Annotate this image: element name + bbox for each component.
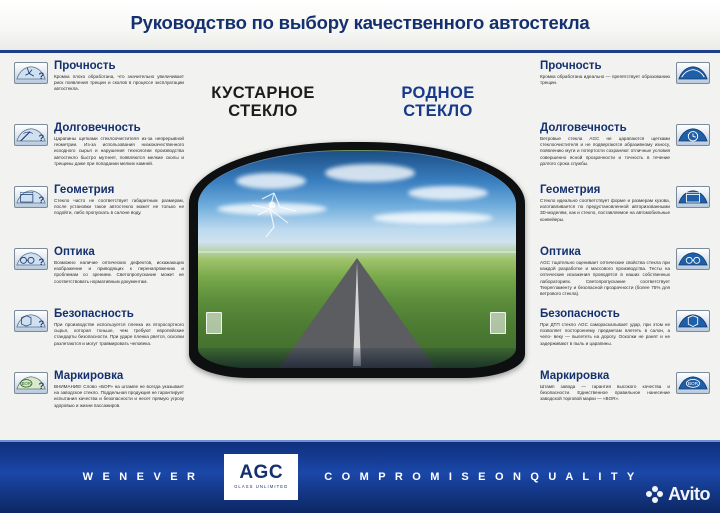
agc-logo — [224, 454, 298, 500]
ruler-glass-icon — [676, 186, 710, 208]
block-title: Долговечность — [540, 122, 627, 134]
block-text: Стекло часто не соответствует габаритным размерам, после установки такое автостекло может не только не подойти, либо пропускать в салоне воду. — [54, 198, 184, 216]
wiper-glass-icon — [14, 124, 48, 146]
block-text: Стекло идеально соответствует форме и размерам кузова, изготавливается по предустановленной авторизованными 3D-моделям, как и стекло, поставляемое на автомобильные конвейеры. — [540, 198, 670, 222]
block-title: Геометрия — [54, 184, 115, 196]
left-column — [14, 60, 184, 432]
svg-text:BOR: BOR — [687, 381, 699, 387]
marking-glass-icon-art — [15, 373, 47, 394]
crack-glass-icon-art — [15, 63, 47, 84]
shield-glass-icon-art — [677, 311, 709, 332]
optics-ok-icon-art — [677, 249, 709, 270]
cloud-shape — [373, 212, 493, 224]
svg-text:BOR: BOR — [21, 381, 31, 387]
dashboard-shadow — [198, 348, 516, 368]
block-text: ВНИМАНИЕ! Слово «БОР» на штампе не всегда указывает на заводское стекло. Поддельная продукция не гарантирует испытания качества и безопасности и несет прямую угрозу здоровью и жизни пассажиров. — [54, 384, 184, 408]
safety-glass-icon-art — [15, 311, 47, 332]
glass-sticker-left — [206, 312, 222, 334]
footer-text-right: C O M P R O M I S E O N Q U A L I T Y — [324, 470, 638, 483]
crack-overlay-icon — [244, 185, 308, 245]
right-block-durability — [540, 122, 710, 174]
optics-glasses-icon — [14, 248, 48, 270]
edge-glass-icon-art — [677, 63, 709, 84]
glass-sticker-right — [490, 312, 506, 334]
agc-logo-text: AGC — [239, 462, 284, 484]
right-block-strength — [540, 60, 710, 112]
left-block-strength — [14, 60, 184, 112]
bor-marking-icon — [676, 372, 710, 394]
block-text: Кромка плохо обработана, что значительно увеличивает риск появления трещин и сколов в процессе эксплуатации автостекла. — [54, 74, 184, 92]
footer-text-left: W E N E V E R — [82, 470, 199, 483]
header-divider — [0, 50, 720, 53]
block-title: Долговечность — [54, 122, 141, 134]
ruler-glass-icon-art — [677, 187, 709, 208]
block-text: Штамп завода — гарантия высокого качества и безопасности. Единственное правильное нанесение заводской торговой марки — «BOR». — [540, 384, 670, 402]
agc-logo-subtext: GLASS UNLIMITED — [234, 484, 289, 490]
label-original-glass: РОДНОЕ СТЕКЛО — [401, 84, 475, 120]
left-block-durability — [14, 122, 184, 174]
horizon-line — [198, 251, 516, 253]
cloud-shape — [325, 164, 415, 182]
safety-glass-icon — [14, 310, 48, 332]
block-title: Оптика — [540, 246, 581, 258]
clock-glass-icon — [676, 124, 710, 146]
svg-text:?: ? — [38, 255, 45, 267]
block-text: Возможно наличие оптических дефектов, искажающих изображение и приводящих к перенапряжению и проблемам со зрением. Светопропускание может не соответствовать нормативным документам. — [54, 260, 184, 284]
block-text: Царапины щетками стеклоочистителя из-за непрерывной геометрии. Из-за использования низкокачественного исходного сырья и нарушения технологии производства автостекло быстро мутнеет, появляются мелкие сколы и трещины даже при попадании мелких камней. — [54, 136, 184, 166]
shield-glass-icon — [676, 310, 710, 332]
optics-glasses-icon-art — [15, 249, 47, 270]
label-artisanal-glass: КУСТАРНОЕ СТЕКЛО — [211, 84, 315, 120]
block-title: Прочность — [54, 60, 116, 72]
block-title: Прочность — [540, 60, 602, 72]
block-title: Оптика — [54, 246, 95, 258]
center-illustration — [183, 58, 531, 406]
block-text: При ДТП стекло AGC самораскалывает удар, при этом не позволяет постороннему предметам влететь в салон, а чело- веку — вылететь на дорогу. Осколки не ранят и не задерживают в пыль и царапины. — [540, 322, 670, 346]
svg-text:?: ? — [38, 317, 45, 329]
right-block-marking — [540, 370, 710, 422]
svg-text:?: ? — [38, 379, 45, 391]
right-block-optics — [540, 246, 710, 298]
avito-watermark — [646, 484, 710, 505]
poster-footer — [0, 440, 720, 513]
marking-glass-icon — [14, 372, 48, 394]
cloud-shape — [408, 186, 488, 200]
left-block-marking — [14, 370, 184, 422]
page-title: Руководство по выбору качественного автостекла — [130, 12, 590, 33]
geometry-glass-icon-art — [15, 187, 47, 208]
edge-glass-icon — [676, 62, 710, 84]
block-title: Геометрия — [540, 184, 601, 196]
block-title: Маркировка — [540, 370, 610, 382]
svg-text:?: ? — [38, 131, 45, 143]
block-text: При производстве используется пленка из второсортного сырья, которая тоньше, чем требуют европейские стандарты безопасности. При ударе пленка рвется, осколки разлетаются и могут травмировать человека. — [54, 322, 184, 346]
left-block-geometry — [14, 184, 184, 236]
block-text: Кромка обработана идеально — препятствует образованию трещин. — [540, 74, 670, 86]
svg-text:?: ? — [38, 69, 45, 81]
right-column — [540, 60, 710, 432]
block-title: Безопасность — [54, 308, 134, 320]
block-text: Ветровые стекла AGC не царапаются щетками стеклоочистителя и не подвергаются абразивному износу, появлению мути и потертости сохраняют отличные условия совершенно ясной прозрачности и точность в течение долгого срока службы. — [540, 136, 670, 166]
left-block-safety — [14, 308, 184, 360]
poster-header — [0, 0, 720, 52]
block-text: AGC тщательно оценивает оптические свойства стекла при каждой разработке и массового производства. Тесты на оптические искажения проводятся в наших собственных лабораториях. Светопропускание соответствует Техрегламенту и безопасной прозрачности (более 75% для ветрового стекла). — [540, 260, 670, 297]
windshield-photo — [189, 142, 525, 378]
left-block-optics — [14, 246, 184, 298]
block-title: Маркировка — [54, 370, 124, 382]
crack-glass-icon — [14, 62, 48, 84]
geometry-glass-icon — [14, 186, 48, 208]
clock-glass-icon-art — [677, 125, 709, 146]
right-block-safety — [540, 308, 710, 360]
block-title: Безопасность — [540, 308, 620, 320]
avito-watermark-text: Avito — [668, 484, 710, 504]
right-block-geometry — [540, 184, 710, 236]
windshield-scene — [198, 150, 516, 368]
svg-text:?: ? — [38, 193, 45, 205]
optics-ok-icon — [676, 248, 710, 270]
wiper-glass-icon-art — [15, 125, 47, 146]
bor-marking-icon-art — [677, 373, 709, 394]
avito-dots-icon — [646, 486, 663, 503]
